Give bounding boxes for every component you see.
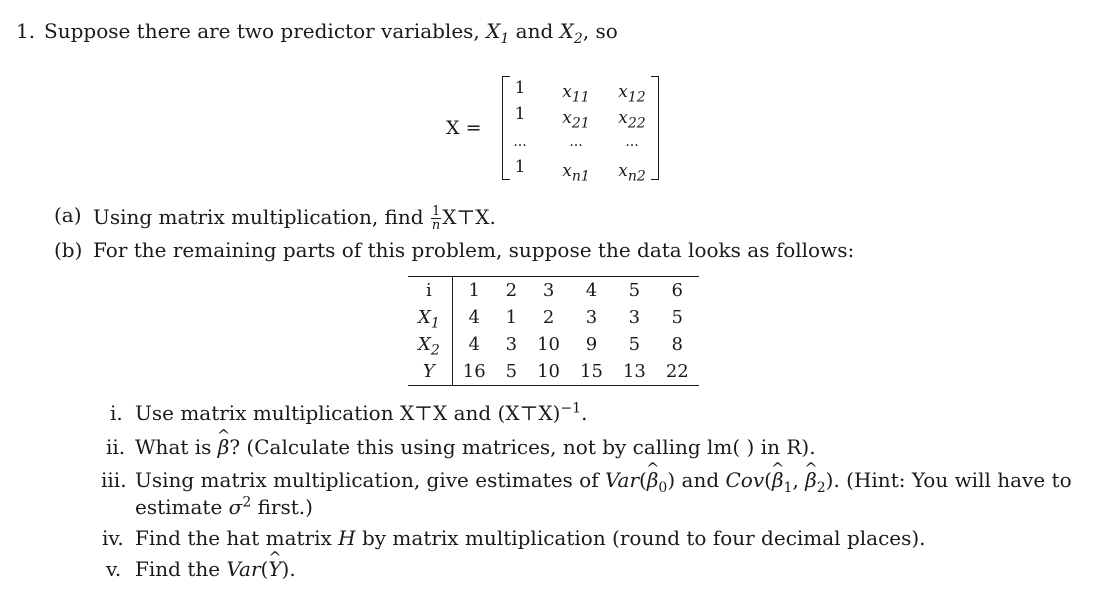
- intro-text: Suppose there are two predictor variables,: [44, 19, 480, 43]
- matrix-cell: ...: [569, 134, 583, 150]
- table-cell: 5: [613, 277, 656, 305]
- matrix-cell: $x_{n1}$: [562, 161, 590, 185]
- subpart-ii-text: What is ^ β? (Calculate this using matrices, not by calling lm( ) in R).: [135, 437, 816, 457]
- problem-number: 1.: [16, 19, 36, 43]
- matrix-cell: ...: [513, 134, 527, 150]
- table-cell: 9: [585, 333, 598, 355]
- table-row: [408, 277, 699, 305]
- table-row: [408, 358, 699, 386]
- table-cell: 5: [671, 306, 683, 328]
- row-label-x1: $X_1$: [408, 304, 452, 331]
- and-text: and: [515, 19, 554, 43]
- table-cell: 2: [542, 306, 555, 328]
- table-cell: 6: [656, 277, 699, 305]
- table-cell: 22: [656, 358, 699, 386]
- part-a-label: (a): [54, 203, 82, 227]
- subpart-iv-label: iv.: [102, 526, 124, 550]
- subpart-ii-label: ii.: [106, 435, 126, 459]
- row-label-i: i: [408, 277, 452, 305]
- table-cell: 15: [570, 358, 613, 386]
- table-cell: 16: [452, 358, 495, 386]
- so-text: , so: [582, 19, 618, 43]
- problem-intro: [44, 19, 618, 47]
- fraction-one-over-n: $\frac{1}{n}$: [431, 204, 441, 233]
- part-a-text: Using matrix multiplication, find $\frac{1}{n}$ X⊤X.: [93, 204, 496, 233]
- table-cell: 5: [628, 333, 641, 355]
- table-cell: 2: [496, 277, 527, 305]
- row-label-x2: $X_2$: [408, 331, 452, 358]
- subpart-i-label: i.: [110, 401, 123, 425]
- xtx-expr: X⊤X.: [442, 205, 496, 229]
- table-cell: 1: [452, 277, 495, 305]
- table-row: [408, 331, 699, 358]
- matrix-cell: $x_{22}$: [618, 108, 646, 132]
- table-cell: 10: [527, 358, 570, 386]
- table-cell: 1: [505, 306, 518, 328]
- table-cell: 4: [570, 277, 613, 305]
- matrix-cell: $x_{11}$: [562, 82, 590, 106]
- subpart-iii-text-line2: estimate $\sigma^2$ first.): [135, 494, 313, 519]
- matrix-cell: 1: [514, 78, 526, 98]
- subpart-iv-text: Find the hat matrix H by matrix multiplication (round to four decimal places).: [135, 526, 926, 550]
- table-cell: 4: [468, 306, 480, 328]
- subpart-v-text: Find the Var(^ Y).: [135, 559, 296, 579]
- table-cell: 13: [613, 358, 656, 386]
- row-label-y: Y: [408, 358, 452, 386]
- table-cell: 3: [585, 306, 598, 328]
- subpart-iii-text: Using matrix multiplication, give estimates of Var(^ $\beta_0$) and Cov(^ $\beta_1$, ^ $\beta_2$). (Hint: You will have to: [135, 470, 1072, 490]
- table-cell: 4: [468, 333, 480, 355]
- subpart-i-text: Use matrix multiplication X⊤X and (X⊤X)$^{-1}$.: [135, 400, 588, 425]
- subpart-v-label: v.: [106, 557, 122, 581]
- subpart-iii-label: iii.: [101, 468, 127, 492]
- x2-symbol: $X_2$: [559, 19, 583, 47]
- matrix-label: X =: [446, 117, 482, 139]
- beta-hat: ^ β: [218, 437, 230, 457]
- matrix-cell: $x_{21}$: [562, 108, 590, 132]
- matrix-cell: 1: [514, 157, 526, 177]
- table-cell: 8: [671, 333, 683, 355]
- part-b-label: (b): [54, 238, 83, 262]
- table-cell: 3: [628, 306, 641, 328]
- table-cell: 10: [537, 333, 561, 355]
- x1-symbol: $X_1$: [486, 19, 510, 47]
- matrix-cell: ...: [625, 134, 639, 150]
- data-table: [408, 276, 699, 386]
- table-cell: 3: [505, 333, 518, 355]
- table-cell: 5: [496, 358, 527, 386]
- matrix-cell: $x_{12}$: [618, 82, 646, 106]
- table-row: [408, 304, 699, 331]
- table-cell: 3: [527, 277, 570, 305]
- part-b-text: For the remaining parts of this problem, suppose the data looks as follows:: [93, 238, 855, 262]
- matrix-cell: 1: [514, 104, 526, 124]
- matrix-cell: $x_{n2}$: [618, 161, 646, 185]
